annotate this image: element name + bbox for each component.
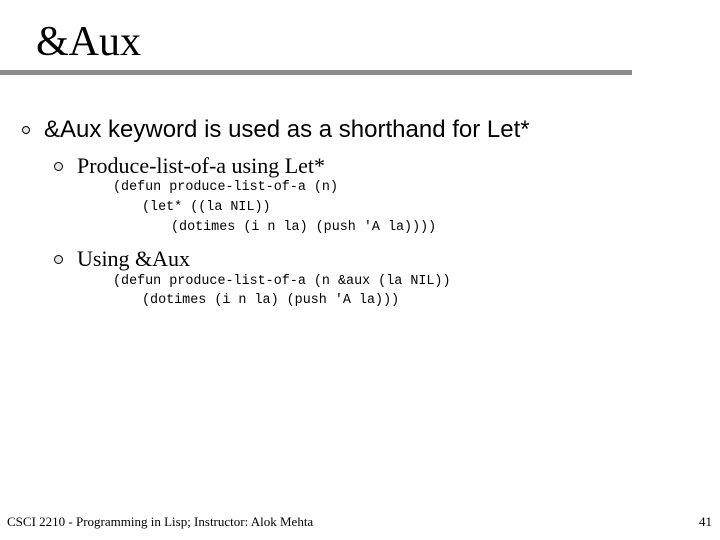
- title-divider: [0, 70, 632, 75]
- bullet-dot-icon: [54, 255, 63, 264]
- slide-title: &Aux: [36, 19, 141, 65]
- code-line: (let* ((la NIL)): [142, 200, 271, 215]
- code-line: (defun produce-list-of-a (n): [113, 180, 338, 195]
- main-bullet-text: &Aux keyword is used as a shorthand for Let*: [44, 116, 530, 143]
- bullet-dot-icon: [22, 126, 30, 134]
- sub-bullet-let-text: Produce-list-of-a using Let*: [77, 153, 326, 178]
- sub-bullet-aux-text: Using &Aux: [77, 246, 191, 271]
- bullet-dot-icon: [54, 162, 63, 171]
- sub-bullet-let: [54, 152, 325, 180]
- code-line: (defun produce-list-of-a (n &aux (la NIL)): [113, 274, 451, 289]
- code-line: (dotimes (i n la) (push 'A la)))): [171, 220, 437, 235]
- main-bullet: [22, 114, 530, 146]
- page-number: 41: [699, 514, 712, 529]
- sub-bullet-aux: [54, 245, 190, 273]
- code-line: (dotimes (i n la) (push 'A la))): [142, 293, 400, 308]
- slide-footer: CSCI 2210 - Programming in Lisp; Instructor: Alok Mehta: [7, 514, 314, 529]
